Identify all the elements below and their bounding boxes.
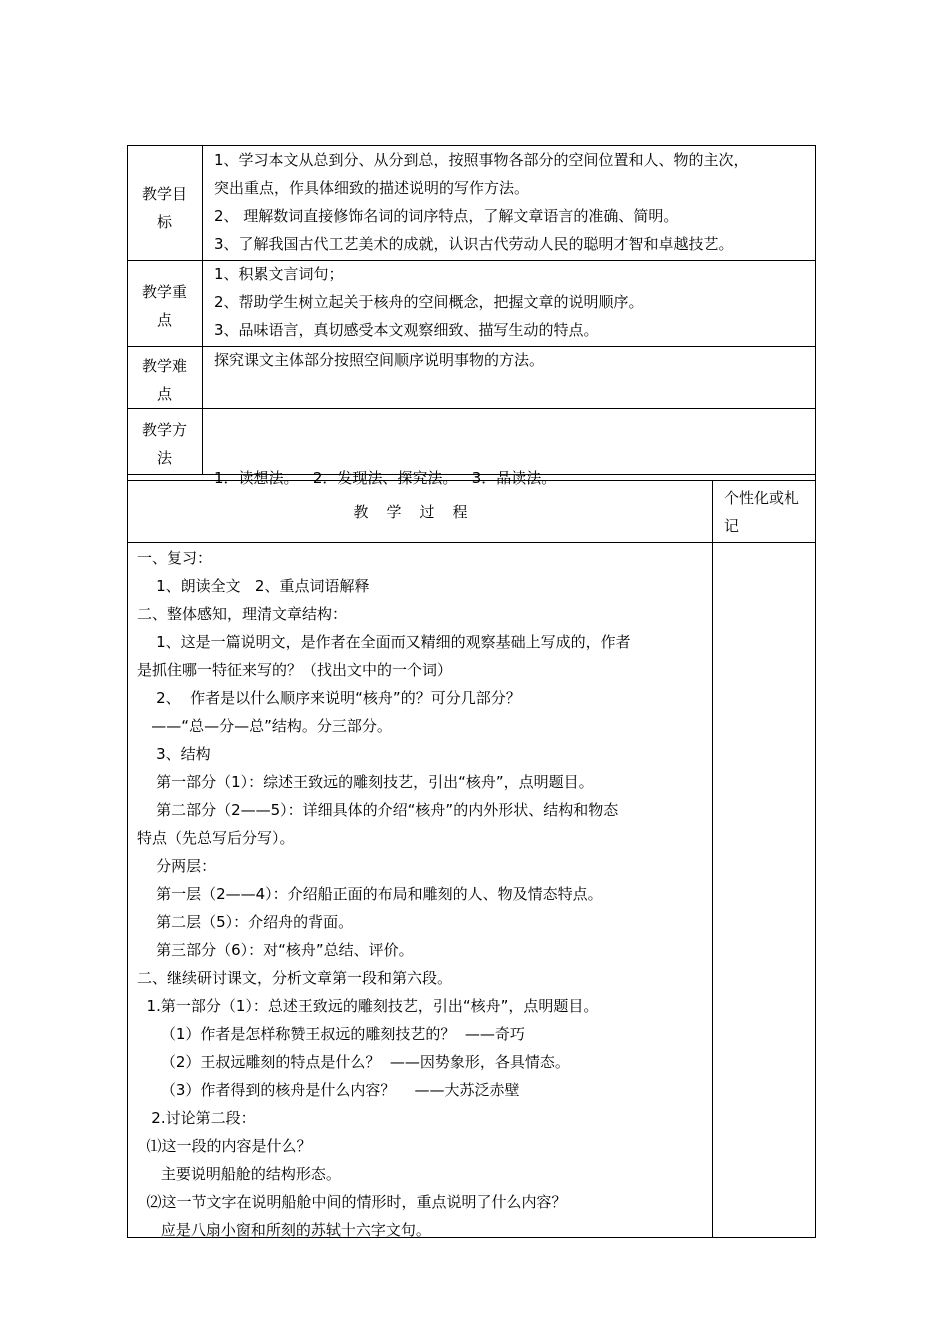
difficulties-content: 探究课文主体部分按照空间顺序说明事物的方法。 <box>214 351 545 369</box>
objectives-label: 教学目 标 <box>141 185 187 231</box>
process-line: ⑴这一段的内容是什么？ <box>137 1137 312 1155</box>
process-line: 第一层（2——4）：介绍船正面的布局和雕刻的人、物及情态特点。 <box>137 885 603 903</box>
process-line: 第一部分（1）：综述王致远的雕刻技艺，引出“核舟”，点明题目。 <box>137 773 594 791</box>
process-line: 一、复习： <box>137 549 213 567</box>
notes-header: 个性化或札记 <box>724 489 800 535</box>
process-body <box>137 544 707 1244</box>
process-line: （2）王叔远雕刻的特点是什么？ ——因势象形，各具情态。 <box>137 1053 570 1071</box>
process-line: 2、 作者是以什么顺序来说明“核舟”的？可分几部分？ <box>137 689 521 707</box>
process-line: 1.第一部分（1）：总述王致远的雕刻技艺，引出“核舟”，点明题目。 <box>137 997 599 1015</box>
process-line: ——“总—分—总”结构。分三部分。 <box>137 717 392 735</box>
key-points-label: 教学重 点 <box>141 283 187 329</box>
methods-label: 教学方 法 <box>141 421 187 467</box>
process-line: 二、整体感知，理清文章结构： <box>137 605 348 623</box>
process-line: 第二部分（2——5）：详细具体的介绍“核舟”的内外形状、结构和物态 <box>137 801 619 819</box>
process-line: （3）作者得到的核舟是什么内容？ ——大苏泛赤壁 <box>137 1081 520 1099</box>
objectives-content: 1、学习本文从总到分、从分到总，按照事物各部分的空间位置和人、物的主次， 突出重点，作具体细致的描述说明的写作方法。 2、 理解数词直接修饰名词的词序特点，了解文章语言的准确、简明。 3、了解我国古代工艺美术的成就，认识古代劳动人民的聪明才智和卓越技艺。 <box>214 151 749 253</box>
process-line: 第二层（5）：介绍舟的背面。 <box>137 913 354 931</box>
process-line: 2.讨论第二段： <box>137 1109 256 1127</box>
process-line: （1）作者是怎样称赞王叔远的雕刻技艺的？ ——奇巧 <box>137 1025 525 1043</box>
column-divider <box>202 145 203 475</box>
process-line: 1、这是一篇说明文，是作者在全面而又精细的观察基础上写成的，作者 <box>137 633 631 651</box>
difficulties-label: 教学难 点 <box>141 357 187 403</box>
process-line: 应是八扇小窗和所刻的苏轼十六字文句。 <box>137 1221 431 1239</box>
process-line: 分两层： <box>137 857 217 875</box>
process-line: 特点（先总写后分写）。 <box>137 829 295 847</box>
key-points-content: 1、积累文言词句； 2、帮助学生树立起关于核舟的空间概念，把握文章的说明顺序。 3、品味语言，真切感受本文观察细致、描写生动的特点。 <box>214 265 644 339</box>
process-line: 第三部分（6）：对“核舟”总结、评价。 <box>137 941 414 959</box>
process-line: ⑵这一节文字在说明船舱中间的情形时，重点说明了什么内容？ <box>137 1193 567 1211</box>
process-line: 是抓住哪一特征来写的？（找出文中的一个词） <box>137 661 453 679</box>
process-line: 二、继续研讨课文，分析文章第一段和第六段。 <box>137 969 453 987</box>
process-header: 教学过程 <box>353 503 486 521</box>
process-line: 3、结构 <box>137 745 211 763</box>
process-line: 主要说明船舱的结构形态。 <box>137 1165 341 1183</box>
column-divider <box>712 480 713 1238</box>
process-line: 1、朗读全文 2、重点词语解释 <box>137 577 370 595</box>
methods-content: 1．读想法。 2．发现法、探究法。 3．品读法。 <box>214 469 557 487</box>
